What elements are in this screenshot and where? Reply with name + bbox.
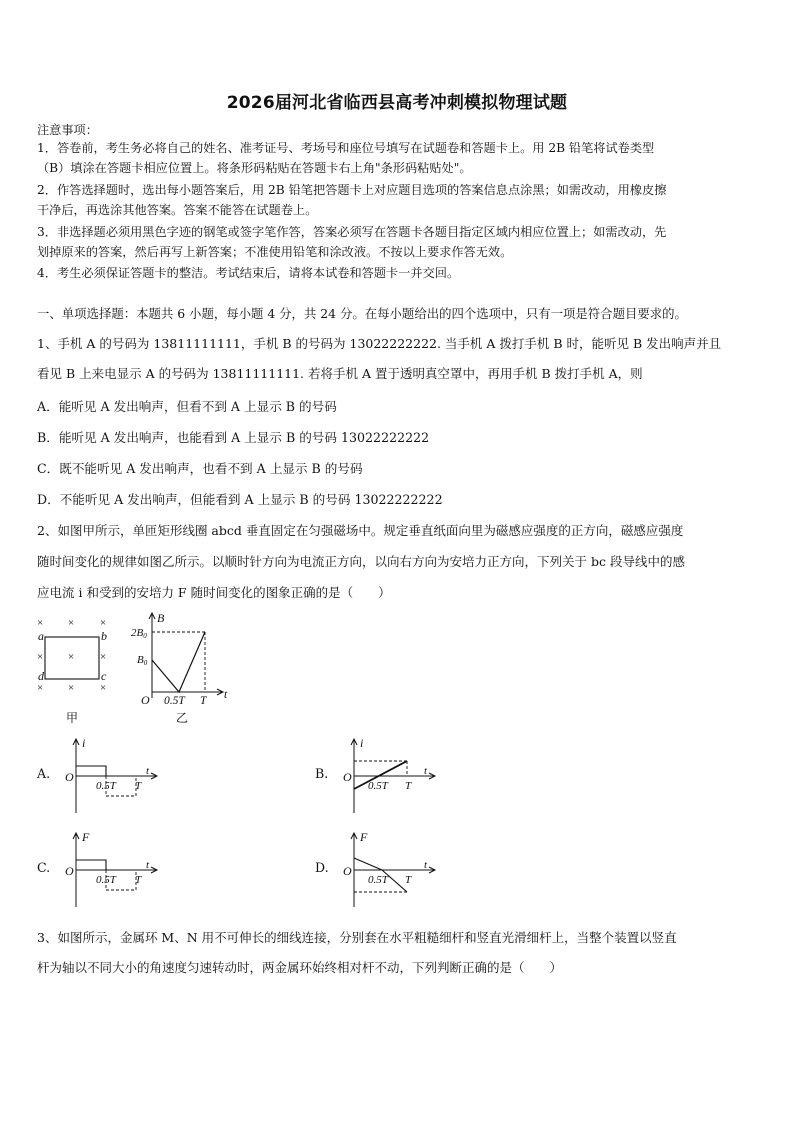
option-a-graph bbox=[62, 735, 172, 815]
corner-a: a bbox=[38, 629, 44, 643]
x-axis-label: t bbox=[224, 689, 228, 701]
corner-d: d bbox=[38, 669, 44, 683]
cross-mark: × bbox=[68, 617, 75, 629]
tick-05t: 0.5T bbox=[96, 780, 116, 792]
cross-mark: × bbox=[37, 617, 44, 629]
cross-mark: × bbox=[37, 682, 44, 694]
question-2-line: 2、如图甲所示，单匝矩形线圈 abcd 垂直固定在匀强磁场中。规定垂直纸面向里为磁感应强度的正方向，磁感应强度 bbox=[37, 523, 684, 538]
tick-05t: 0.5T bbox=[164, 695, 185, 707]
i-curve bbox=[76, 766, 106, 776]
y-axis-label: F bbox=[360, 830, 368, 844]
section-heading: 一、单项选择题：本题共 6 小题，每小题 4 分，共 24 分。在每小题给出的四个选项中，只有一项是符合题目要求的。 bbox=[37, 306, 687, 321]
option-d-graph bbox=[340, 829, 450, 909]
y-axis-label: B bbox=[157, 611, 165, 625]
tick-t: T bbox=[405, 780, 412, 792]
x-axis-label: t bbox=[424, 765, 428, 777]
notice-line: （B）填涂在答题卡相应位置上。将条形码粘贴在答题卡右上角"条形码粘贴处"。 bbox=[37, 161, 472, 175]
corner-c: c bbox=[101, 669, 107, 683]
origin-label: O bbox=[343, 864, 352, 878]
notice-line: 干净后，再选涂其他答案。答案不能答在试题卷上。 bbox=[37, 203, 318, 217]
option-b: B．能听见 A 发出响声，也能看到 A 上显示 B 的号码 13022222222 bbox=[37, 430, 430, 445]
cross-mark: × bbox=[68, 682, 75, 694]
question-1-line: 看见 B 上来电显示 A 的号码为 13811111111. 若将手机 A 置于透明真空罩中，再用手机 B 拨打手机 A，则 bbox=[37, 366, 643, 381]
figure-yi bbox=[128, 610, 238, 726]
tick-2b0: 2B0 bbox=[131, 627, 147, 640]
question-2-line: 应电流 i 和受到的安培力 F 随时间变化的图象正确的是（ ） bbox=[37, 585, 391, 600]
option-b-label: B. bbox=[315, 766, 329, 781]
tick-05t: 0.5T bbox=[368, 780, 388, 792]
cross-mark: × bbox=[37, 651, 44, 663]
notice-line: 划掉原来的答案，然后再写上新答案；不准使用铅笔和涂改液。不按以上要求作答无效。 bbox=[37, 245, 513, 259]
option-c-label: C. bbox=[37, 860, 51, 875]
y-axis-label: i bbox=[360, 736, 364, 750]
f-curve bbox=[354, 858, 382, 870]
f-curve bbox=[76, 860, 106, 870]
notice-line: 4．考生必须保证答题卡的整洁。考试结束后，请将本试卷和答题卡一并交回。 bbox=[37, 266, 460, 280]
tick-b0: B0 bbox=[137, 654, 148, 667]
cross-mark: × bbox=[100, 617, 107, 629]
b-curve bbox=[152, 632, 205, 692]
question-1-line: 1、手机 A 的号码为 13811111111，手机 B 的号码为 13022222222. 当手机 A 拨打手机 B 时，能听见 B 发出响声并且 bbox=[37, 336, 722, 351]
notice-heading: 注意事项： bbox=[37, 123, 98, 137]
origin-label: O bbox=[65, 770, 74, 784]
question-3-line: 杆为轴以不同大小的角速度匀速转动时，两金属环始终相对杆不动，下列判断正确的是（ ） bbox=[37, 960, 563, 975]
notice-line: 1．答卷前，考生务必将自己的姓名、准考证号、考场号和座位号填写在试题卷和答题卡上。用 2B 铅笔将试卷类型 bbox=[37, 141, 655, 155]
option-d: D．不能听见 A 发出响声，但能看到 A 上显示 B 的号码 13022222222 bbox=[37, 492, 443, 507]
page-title: 2026届河北省临西县高考冲刺模拟物理试题 bbox=[226, 93, 568, 113]
tick-t: T bbox=[200, 695, 207, 707]
cross-mark: × bbox=[68, 651, 75, 663]
option-a: A．能听见 A 发出响声，但看不到 A 上显示 B 的号码 bbox=[37, 399, 337, 414]
tick-t: T bbox=[135, 780, 142, 792]
notice-line: 3．非选择题必须用黑色字迹的钢笔或签字笔作答，答案必须写在答题卡各题目指定区域内相应位置上；如需改动，先 bbox=[37, 225, 667, 239]
y-axis-label: i bbox=[82, 736, 86, 750]
notice-line: 2．作答选择题时，选出每小题答案后，用 2B 铅笔把答题卡上对应题目选项的答案信息点涂黑；如需改动，用橡皮擦 bbox=[37, 183, 667, 197]
caption-jia: 甲 bbox=[66, 711, 79, 724]
option-c: C．既不能听见 A 发出响声，也看不到 A 上显示 B 的号码 bbox=[37, 461, 363, 476]
y-axis-label: F bbox=[82, 830, 90, 844]
tick-t: T bbox=[405, 874, 412, 886]
option-b-graph bbox=[340, 735, 450, 815]
option-c-graph bbox=[62, 829, 172, 909]
tick-05t: 0.5T bbox=[96, 874, 116, 886]
caption-yi: 乙 bbox=[176, 711, 189, 725]
x-axis-label: t bbox=[146, 765, 150, 777]
origin-label: O bbox=[65, 864, 74, 878]
origin-label: O bbox=[141, 693, 150, 707]
origin-label: O bbox=[343, 770, 352, 784]
question-2-line: 随时间变化的规律如图乙所示。以顺时针方向为电流正方向，以向右方向为安培力正方向，下列关于 bc 段导线中的感 bbox=[37, 554, 685, 569]
tick-05t: 0.5T bbox=[368, 874, 388, 886]
option-d-label: D. bbox=[315, 860, 329, 875]
corner-b: b bbox=[101, 629, 107, 643]
cross-mark: × bbox=[100, 682, 107, 694]
figure-jia bbox=[30, 612, 130, 724]
x-axis-label: t bbox=[424, 859, 428, 871]
x-axis-label: t bbox=[146, 859, 150, 871]
question-3-line: 3、如图所示，金属环 M、N 用不可伸长的细线连接，分别套在水平粗糙细杆和竖直光滑细杆上，当整个装置以竖直 bbox=[37, 930, 677, 945]
option-a-label: A. bbox=[37, 766, 51, 781]
tick-t: T bbox=[135, 874, 142, 886]
cross-mark: × bbox=[100, 651, 107, 663]
